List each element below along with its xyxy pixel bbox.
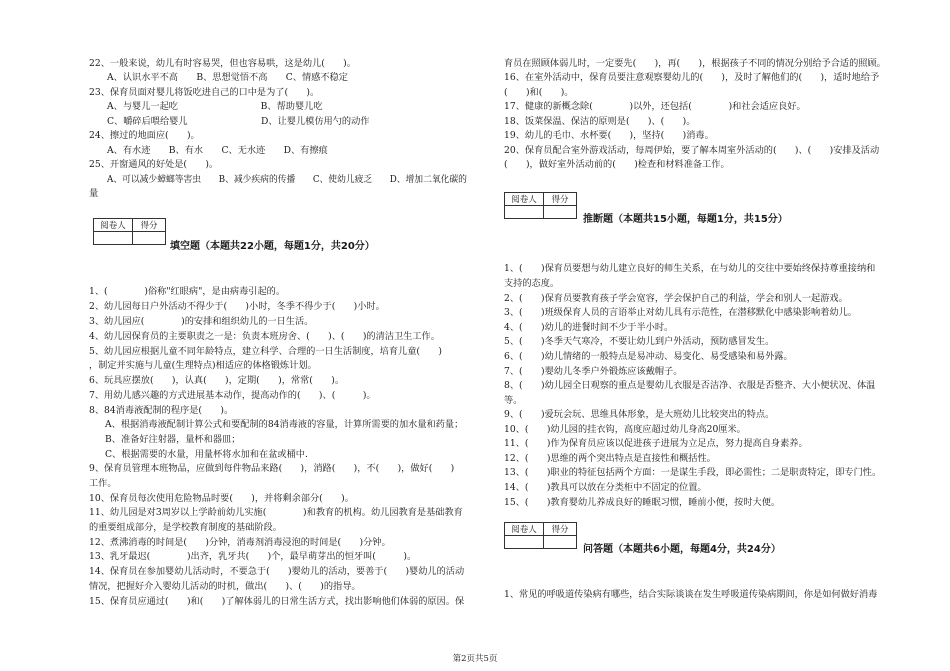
text-line: 20、保育员配合室外游戏活动，每周伊始，要了解本周室外活动的( )、( )安排及活动	[504, 145, 880, 156]
text-line: 8、84消毒液配制的程序是( )。	[89, 405, 234, 416]
text-line: 的重要组成部分，是学校教育制度的基础阶段。	[89, 522, 282, 533]
fill-section-title: 填空题（本题共22小题，每题1分，共20分）	[170, 241, 375, 252]
text-line: 8、( )幼儿园全日观察的重点是婴幼儿衣服是否洁净、衣服是否整齐、大小便状况、体温	[504, 380, 876, 391]
text-line: A、与婴儿一起吃 B、帮助婴儿吃	[107, 101, 323, 112]
text-line: 5、幼儿园应根据儿童不同年龄特点，建立科学、合理的一日生活制度，培育儿童( )	[89, 346, 442, 357]
score-table-judge	[504, 192, 577, 219]
text-line: A、可以减少蟑螂等害虫 B、减少疾病的传播 C、使幼儿疲乏 D、增加二氧化碳的	[107, 174, 467, 185]
text-line: 7、用幼儿感兴趣的方式进展基本动作，提高动作的( )、( )。	[89, 390, 376, 401]
text-line: 9、保育员管理本班物品，应做到每件物品来路( )，消路( )，不( )，做好( )	[89, 463, 455, 474]
text-line: A、根据消毒液配制计算公式和要配制的84消毒液的容量，计算所需要的加水量和药量；	[105, 419, 464, 430]
text-line: 情况，把握好介入婴幼儿活动的时机，做出( )、( )的指导。	[89, 581, 361, 592]
text-line: 16、在室外活动中，保育员要注意观察婴幼儿的( )，及时了解他们的( )，适时地给予	[504, 72, 880, 83]
text-line: 等。	[504, 395, 523, 406]
text-line: 1、( )保育员要想与幼儿建立良好的师生关系，在与幼儿的交往中要始终保持尊重接纳和	[504, 263, 876, 274]
text-line: 支持的态度。	[504, 278, 560, 289]
text-line: 4、( )幼儿的进餐时间不少于半小时。	[504, 322, 674, 333]
text-line: 6、( )幼儿情绪的一般特点是易冲动、易变化、易受感染和易外露。	[504, 351, 793, 362]
text-line: 12、煮沸消毒的时间是( )分钟，消毒剂消毒浸泡的时间是( )分钟。	[89, 537, 391, 548]
text-line: 量	[89, 188, 99, 199]
text-line: C、根据需要的水量，用量杯将水加和在盆或桶中.	[105, 449, 308, 460]
text-line: 12、( )思维的两个突出特点是直接性和概括性。	[504, 453, 716, 464]
grader-cell	[94, 232, 133, 245]
text-line: 17、健康的新概念除( )以外，还包括( )和社会适应良好。	[504, 101, 806, 112]
grader-cell	[505, 536, 544, 549]
text-line: 育员在照顾体弱儿时，一定要先( )，再( )，根据孩子不同的情况分别给予合适的照顾。	[504, 58, 886, 69]
grader-label: 阅卷人	[505, 193, 544, 206]
text-line: 15、( )教育婴幼儿养成良好的睡眠习惯，睡前小便，按时大便。	[504, 497, 781, 508]
grader-label: 阅卷人	[505, 523, 544, 536]
text-line: 23、保育员面对婴儿将饭吃进自己的口中是为了( )。	[89, 87, 320, 98]
score-cell	[133, 232, 166, 245]
text-line: 11、幼儿园是对3周岁以上学龄前幼儿实施( )和教育的机构。幼儿园教育是基础教育	[89, 507, 463, 518]
score-label: 得分	[544, 523, 577, 536]
text-line: 9、( )爱玩会玩、思维具体形象，是大班幼儿比较突出的特点。	[504, 409, 775, 420]
text-line: 6、玩具应摆放( )，认真( )，定期( )，常常( )。	[89, 375, 345, 386]
text-line: C、嚼碎后喂给婴儿 D、让婴儿模仿用勺的动作	[107, 116, 370, 127]
score-table-qa	[504, 522, 577, 549]
grader-cell	[505, 206, 544, 219]
qa-section-title: 问答题（本题共6小题，每题4分，共24分）	[583, 544, 781, 555]
text-line: 2、( )保育员要教育孩子学会宽容，学会保护自己的利益，学会和别人一起游戏。	[504, 293, 848, 304]
text-line: 工作。	[89, 478, 117, 489]
score-label: 得分	[544, 193, 577, 206]
score-table-fill	[93, 218, 166, 245]
score-label: 得分	[133, 219, 166, 232]
text-line: 11、( )作为保育员应该以促进孩子进展为立足点，努力提高自身素养。	[504, 438, 808, 449]
text-line: 22、一般来说，幼儿有时容易哭，但也容易哄，这是幼儿( )。	[89, 58, 356, 69]
judge-section-title: 推断题（本题共15小题，每题1分，共15分）	[583, 214, 788, 225]
text-line: 1、常见的呼吸道传染病有哪些，结合实际谈谈在发生呼吸道传染病期间，你是如何做好消毒	[504, 589, 878, 600]
text-line: 13、( )职业的特征包括两个方面：一是谋生手段，即必需性；二是职责特定，即专门性。	[504, 467, 882, 478]
text-line: A、有水迹 B、有水 C、无水迹 D、有擦痕	[107, 145, 328, 156]
text-line: 14、( )教具可以放在分类柜中不固定的位置。	[504, 482, 707, 493]
text-line: ( )和( )。	[504, 87, 574, 98]
score-cell	[544, 536, 577, 549]
text-line: ( )，做好室外活动前的( )检查和材料准备工作。	[504, 159, 730, 170]
text-line: 10、( )幼儿园的挂衣钩，高度应超过幼儿身高20厘米。	[504, 424, 746, 435]
text-line: 3、( )班级保育人员的言语举止对幼儿具有示范性，在潜移默化中感染影响着幼儿。	[504, 307, 857, 318]
text-line: 19、幼儿的毛巾、水杯要( )，坚持( )消毒。	[504, 130, 714, 141]
text-line: 24、擦过的地面应( )。	[89, 130, 200, 141]
score-cell	[544, 206, 577, 219]
text-line: 15、保育员应通过( )和( )了解体弱儿的日常生活方式，找出影响他们体弱的原因。保	[89, 596, 465, 607]
grader-label: 阅卷人	[94, 219, 133, 232]
text-line: 13、乳牙最迟( )出齐，乳牙共( )个，最早萌芽出的恒牙叫( )。	[89, 551, 417, 562]
text-line: 14、保育员在参加婴幼儿活动时，不要急于( )婴幼儿的活动，要善于( )婴幼儿的活动	[89, 566, 465, 577]
text-line: 2、幼儿园每日户外活动不得少于( )小时，冬季不得少于( )小时。	[89, 301, 385, 312]
text-line: 3、幼儿园应( )的安排和组织幼儿的一日生活。	[89, 316, 314, 327]
page-footer: 第2页共5页	[452, 654, 498, 664]
text-line: 4、幼儿园保育员的主要职责之一是：负责本班房舍、( )、( )的清洁卫生工作。	[89, 331, 440, 342]
text-line: 7、( )婴幼儿冬季户外锻炼应该戴帽子。	[504, 366, 683, 377]
text-line: 10、保育员每次使用危险物品时要( )，并将剩余部分( )。	[89, 493, 354, 504]
text-line: B、准备好注射器，量杯和器皿；	[105, 434, 241, 445]
text-line: 1、( )俗称"红眼病"，是由病毒引起的。	[89, 286, 286, 297]
text-line: 25、开窗通风的好处是( )。	[89, 159, 219, 170]
text-line: A、认识水平不高 B、思想觉悟不高 C、情感不稳定	[107, 72, 348, 83]
text-line: 18、饭菜保温、保洁的原则是( )、( )。	[504, 116, 696, 127]
text-line: 5、( )冬季天气寒冷，不要让幼儿到户外活动，预防感冒发生。	[504, 336, 775, 347]
text-line: ，制定并实施与儿童(生理特点)相适应的体格锻炼计划。	[89, 360, 317, 371]
